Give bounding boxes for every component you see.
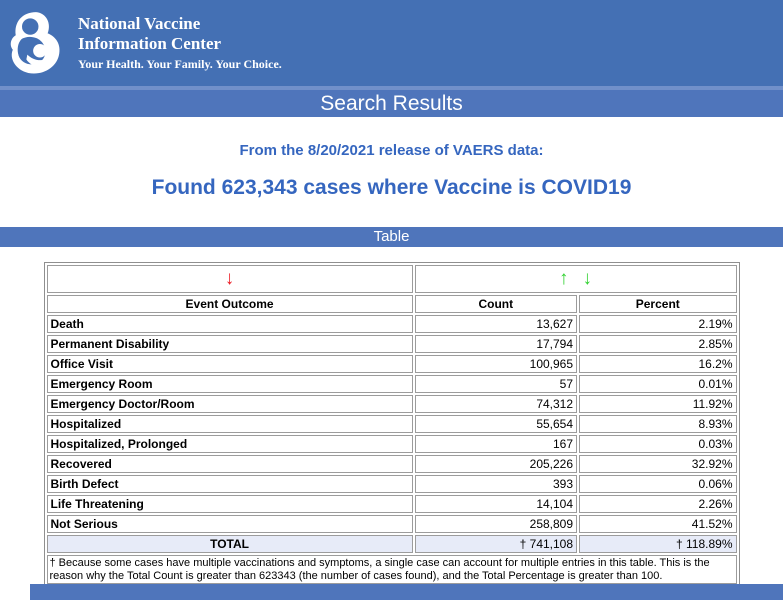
footnote-row — [47, 555, 737, 584]
outcome-cell: Life Threatening — [47, 495, 413, 513]
green-down-arrow-icon[interactable]: ↓ — [582, 268, 593, 289]
outcome-cell: Permanent Disability — [47, 335, 413, 353]
search-results-title: Search Results — [320, 92, 463, 115]
org-name-line2: Information Center — [78, 34, 222, 53]
percent-cell: 2.26% — [579, 495, 736, 513]
next-section-bar-partial — [30, 584, 783, 600]
table-row — [47, 455, 737, 473]
nvic-mother-and-child-logo-icon — [8, 10, 66, 76]
percent-cell: 0.06% — [579, 475, 736, 493]
outcome-cell: Office Visit — [47, 355, 413, 373]
outcome-cell: Birth Defect — [47, 475, 413, 493]
red-down-arrow-icon[interactable]: ↓ — [224, 268, 235, 289]
search-results-bar — [0, 86, 783, 117]
column-header-count: Count — [415, 295, 577, 313]
count-cell: 13,627 — [415, 315, 577, 333]
table-row — [47, 395, 737, 413]
percent-cell: 16.2% — [579, 355, 736, 373]
table-row — [47, 375, 737, 393]
total-label-cell: TOTAL — [47, 535, 413, 553]
table-row — [47, 475, 737, 493]
outcome-cell: Hospitalized — [47, 415, 413, 433]
outcome-cell: Hospitalized, Prolonged — [47, 435, 413, 453]
count-cell: 167 — [415, 435, 577, 453]
count-cell: 100,965 — [415, 355, 577, 373]
column-header-percent: Percent — [579, 295, 736, 313]
table-row — [47, 495, 737, 513]
release-line: From the 8/20/2021 release of VAERS data: — [239, 142, 544, 159]
table-header-row — [47, 295, 737, 313]
outcome-cell: Emergency Room — [47, 375, 413, 393]
green-up-arrow-icon[interactable]: ↑ — [559, 268, 569, 289]
table-row — [47, 355, 737, 373]
table-row — [47, 435, 737, 453]
sort-row — [47, 265, 737, 293]
count-cell: 393 — [415, 475, 577, 493]
results-table — [44, 262, 740, 587]
table-row — [47, 415, 737, 433]
column-header-event-outcome: Event Outcome — [47, 295, 413, 313]
percent-cell: 41.52% — [579, 515, 736, 533]
table-section-title: Table — [373, 228, 410, 245]
count-cell: 14,104 — [415, 495, 577, 513]
site-header — [0, 0, 783, 86]
count-cell: 57 — [415, 375, 577, 393]
outcome-cell: Recovered — [47, 455, 413, 473]
count-cell: 205,226 — [415, 455, 577, 473]
percent-cell: 32.92% — [579, 455, 736, 473]
count-cell: 258,809 — [415, 515, 577, 533]
count-cell: 55,654 — [415, 415, 577, 433]
percent-cell: 8.93% — [579, 415, 736, 433]
percent-cell: 2.85% — [579, 335, 736, 353]
outcome-sort-cell — [47, 265, 413, 293]
count-cell: 17,794 — [415, 335, 577, 353]
footnote-text: † Because some cases have multiple vaccinations and symptoms, a single case can account for multiple entries in this table. This is the reason why the Total Count is greater than 623343 (the number of cases found), and the Total Percentage is greater than 100. — [47, 555, 737, 584]
percent-cell: 2.19% — [579, 315, 736, 333]
values-sort-cell — [415, 265, 737, 293]
table-row — [47, 515, 737, 533]
outcome-cell: Emergency Doctor/Room — [47, 395, 413, 413]
table-row — [47, 315, 737, 333]
org-tagline: Your Health. Your Family. Your Choice. — [78, 57, 282, 71]
outcome-cell: Not Serious — [47, 515, 413, 533]
count-cell: 74,312 — [415, 395, 577, 413]
percent-cell: 11.92% — [579, 395, 736, 413]
total-count-cell: † 741,108 — [415, 535, 577, 553]
table-section-bar — [0, 227, 783, 247]
percent-cell: 0.01% — [579, 375, 736, 393]
outcome-cell: Death — [47, 315, 413, 333]
total-row — [47, 535, 737, 553]
total-percent-cell: † 118.89% — [579, 535, 736, 553]
percent-cell: 0.03% — [579, 435, 736, 453]
org-name-line1: National Vaccine — [78, 14, 201, 33]
found-cases-heading: Found 623,343 cases where Vaccine is COVID19 — [151, 176, 632, 199]
table-row — [47, 335, 737, 353]
